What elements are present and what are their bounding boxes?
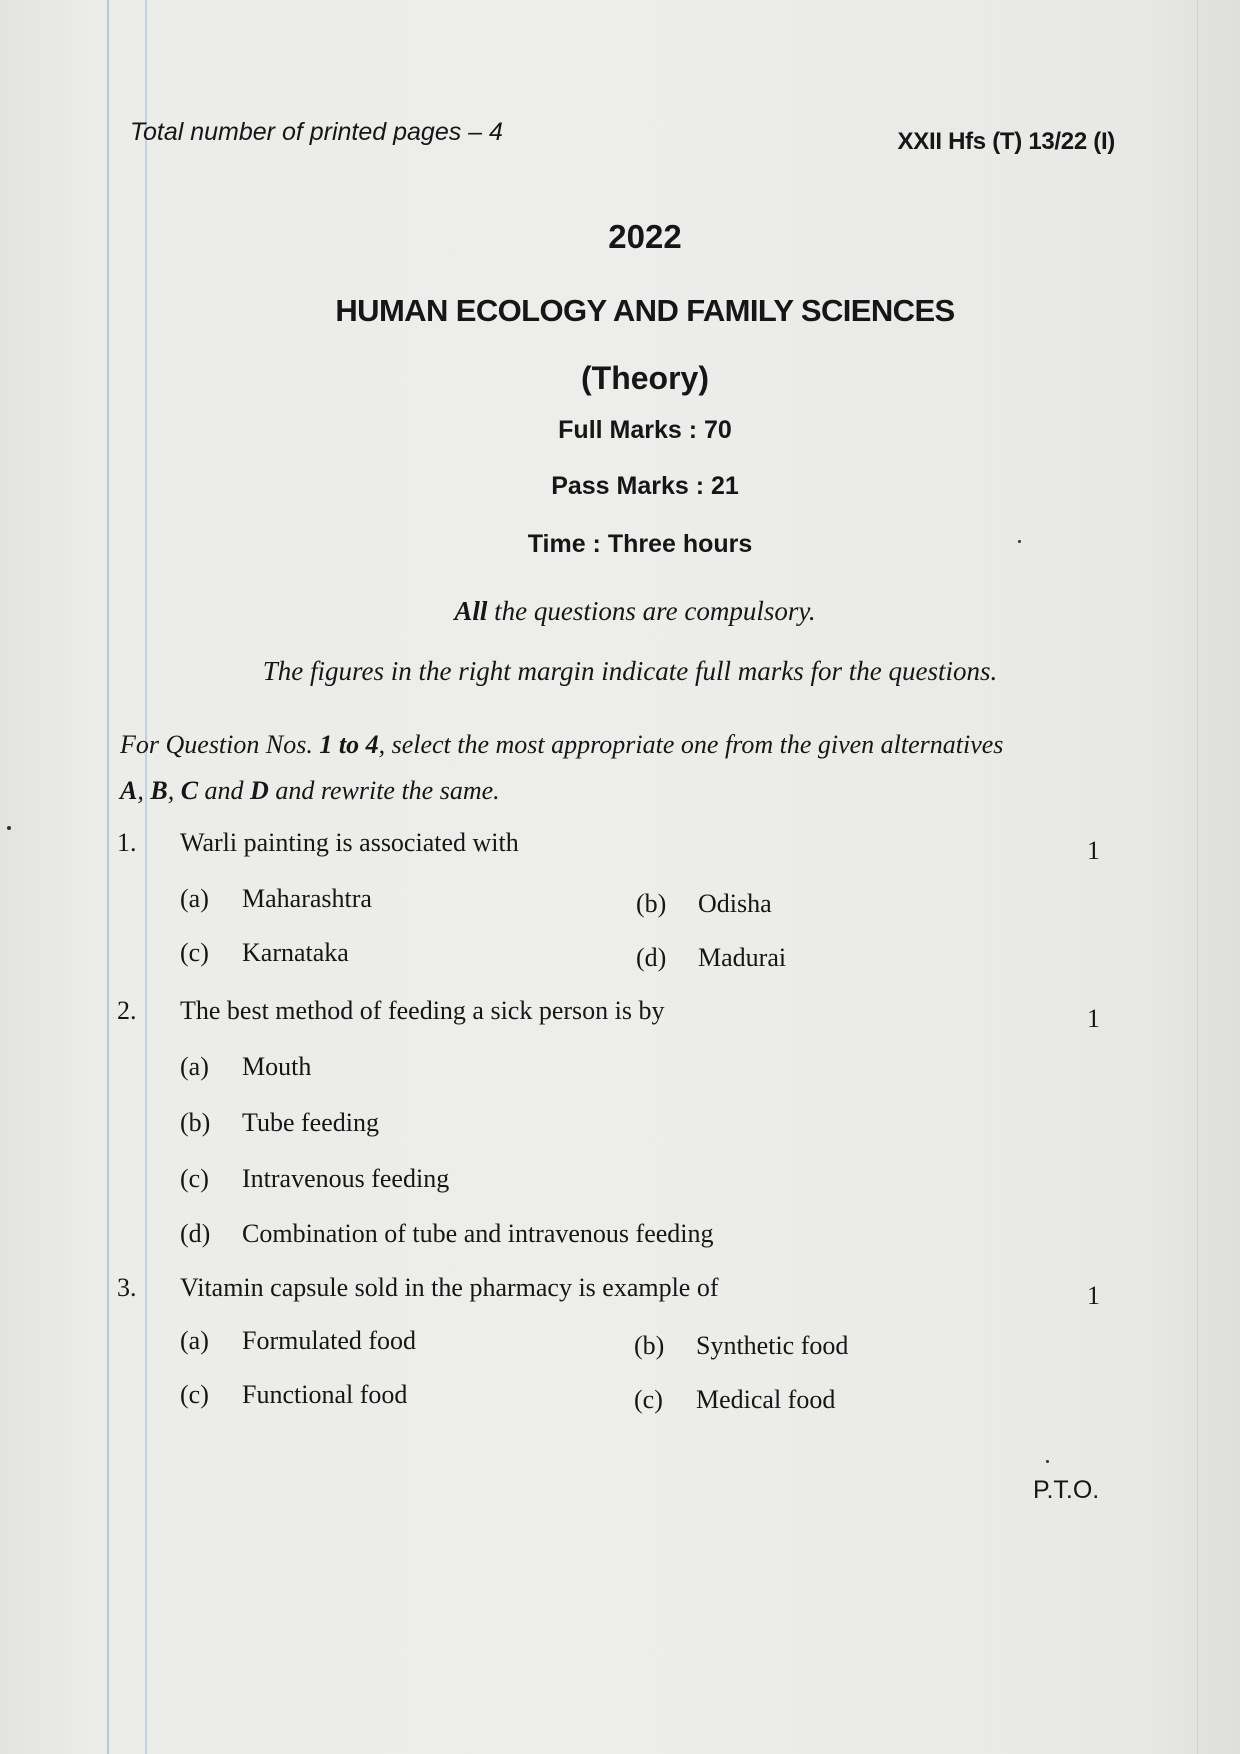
question-text: Vitamin capsule sold in the pharmacy is example of (180, 1273, 719, 1302)
option-label: (b) (180, 1108, 211, 1137)
separator: , (137, 776, 151, 805)
option-label: (b) (634, 1331, 665, 1360)
compulsory-instruction (0, 596, 1240, 627)
option-a (180, 884, 372, 914)
mcq-instruction-text: and rewrite the same. (268, 776, 500, 805)
option-label: (c) (180, 1380, 209, 1409)
option-text: Combination of tube and intravenous feeding (242, 1219, 714, 1248)
separator: and (198, 776, 251, 805)
option-text: Synthetic food (696, 1331, 849, 1360)
option-label: (c) (180, 1164, 209, 1193)
option-text: Formulated food (242, 1326, 417, 1355)
option-a (180, 1326, 416, 1356)
option-label: (a) (180, 1326, 209, 1355)
mcq-instruction-text: For Question Nos. (120, 730, 320, 759)
margin-marks-instruction: The figures in the right margin indicate full marks for the questions. (262, 656, 998, 686)
scan-margin-line (1197, 0, 1198, 1754)
question-text: The best method of feeding a sick person is by (180, 996, 665, 1025)
option-c (180, 1164, 449, 1194)
option-label: (a) (180, 884, 209, 913)
question-marks: 1 (1087, 836, 1100, 865)
instruction-text: the questions are compulsory. (487, 596, 816, 626)
time-allowed: Time : Three hours (527, 530, 753, 558)
option-b (634, 1331, 848, 1361)
scan-margin-line (107, 0, 109, 1754)
alternative-letter: A (120, 776, 138, 805)
scan-margin-line (145, 0, 147, 1754)
question-number: 1. (117, 828, 137, 857)
option-label: (c) (634, 1385, 663, 1414)
mcq-instruction-text: , select the most appropriate one from the given alternatives (378, 730, 1004, 759)
question-text: Warli painting is associated with (180, 828, 519, 857)
alternative-letter: C (180, 776, 199, 805)
option-label: (a) (180, 1052, 209, 1081)
please-turn-over: P.T.O. (1033, 1476, 1100, 1504)
full-marks: Full Marks : 70 (558, 416, 732, 444)
paper-code: XXII Hfs (T) 13/22 (I) (897, 128, 1115, 155)
exam-year: 2022 (608, 218, 682, 255)
alternative-letter: D (250, 776, 269, 805)
option-b (180, 1108, 379, 1138)
question-number: 2. (117, 996, 137, 1025)
option-a (180, 1052, 311, 1082)
option-text: Odisha (698, 889, 772, 918)
pass-marks: Pass Marks : 21 (551, 472, 739, 500)
option-text: Madurai (698, 943, 787, 972)
option-c (180, 1380, 407, 1410)
mcq-instruction (120, 722, 1120, 814)
option-label: (d) (180, 1219, 211, 1248)
option-text: Medical food (696, 1385, 836, 1414)
paper-type: (Theory) (581, 360, 709, 396)
option-text: Mouth (242, 1052, 312, 1081)
option-text: Maharashtra (242, 884, 372, 913)
question-marks: 1 (1087, 1004, 1100, 1033)
scan-speck (1046, 1460, 1049, 1463)
question-marks: 1 (1087, 1281, 1100, 1310)
printed-pages-note: Total number of printed pages – 4 (130, 118, 503, 146)
option-text: Intravenous feeding (242, 1164, 450, 1193)
option-text: Functional food (242, 1380, 408, 1409)
option-label: (c) (180, 938, 209, 967)
scan-speck (1018, 540, 1021, 543)
separator: , (167, 776, 181, 805)
option-text: Tube feeding (242, 1108, 379, 1137)
question-number: 3. (117, 1273, 137, 1302)
option-b (636, 889, 772, 919)
scan-speck (7, 826, 11, 830)
option-d (180, 1219, 714, 1249)
subject-title: HUMAN ECOLOGY AND FAMILY SCIENCES (335, 293, 955, 328)
mcq-question-range: 1 to 4 (319, 730, 379, 759)
option-d (636, 943, 786, 973)
option-d (634, 1385, 835, 1415)
option-label: (d) (636, 943, 667, 972)
instruction-emphasis: All (454, 596, 488, 626)
option-label: (b) (636, 889, 667, 918)
option-text: Karnataka (242, 938, 349, 967)
option-c (180, 938, 349, 968)
alternative-letter: B (150, 776, 168, 805)
